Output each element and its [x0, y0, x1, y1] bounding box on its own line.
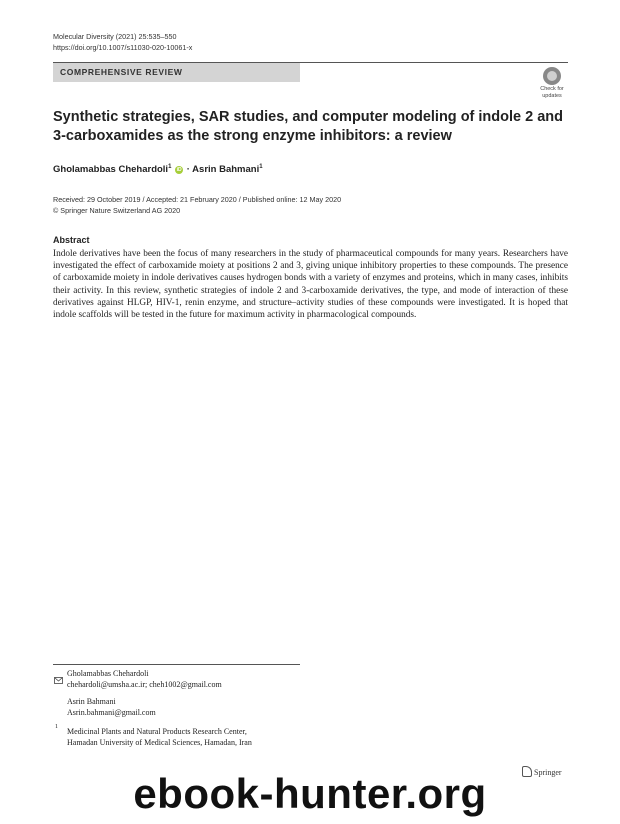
paper-title: Synthetic strategies, SAR studies, and computer modeling of indole 2 and 3-carboxamides as the strong enzyme inhibitors: a review [53, 109, 563, 144]
journal-citation: Molecular Diversity (2021) 25:535–550 [53, 32, 177, 41]
author-affil-mark: 1 [259, 164, 263, 170]
author-affil-mark: 1 [168, 164, 172, 170]
journal-header [53, 31, 192, 53]
corresponding-name: Gholamabbas Chehardoli [67, 669, 149, 678]
corresponding-author [67, 668, 222, 690]
watermark: ebook-hunter.org [133, 770, 487, 817]
abstract-heading: Abstract [53, 235, 90, 245]
affiliation-number: 1 [55, 724, 58, 730]
author-list [53, 164, 263, 175]
history-dates: Received: 29 October 2019 / Accepted: 21 February 2020 / Published online: 12 May 2020 [53, 195, 342, 204]
author-name[interactable]: Asrin Bahmani [192, 164, 260, 176]
abstract-text: Indole derivatives have been the focus of many researchers in the study of pharmaceutical compounds for many years. Researchers have investigated the effect of carboxamide moiety at positions 2 and 3, giving unique inhibitory properties to these compounds. The presence of carboxamide moiety in indole derivatives causes hydrogen bonds with a variety of enzymes and proteins, which in many cases, inhibits their activity. In this review, synthetic strategies of indole 2 and 3-carboxamide derivatives, the type, and mode of interaction of these derivatives against HLGP, HIV-1, renin enzyme, and structure–activity studies of these compounds were investigated. It is hoped that indole scaffolds will be tested in the future for maximum activity in pharmacological compounds. [53, 249, 568, 321]
orcid-icon[interactable]: iD [176, 167, 182, 174]
affiliation [67, 726, 252, 748]
second-author-name: Asrin Bahmani [67, 697, 116, 706]
second-author-email[interactable]: Asrin.bahmani@gmail.com [67, 708, 156, 717]
publication-dates [53, 195, 341, 216]
corresponding-email[interactable]: chehardoli@umsha.ac.ir; cheh1002@gmail.com [67, 680, 222, 689]
envelope-icon [54, 671, 63, 689]
affiliation-line: Hamadan University of Medical Sciences, Hamadan, Iran [67, 738, 252, 747]
footnote-rule [53, 664, 300, 665]
author-separator: · [186, 164, 190, 176]
publisher-name: Springer [534, 768, 562, 777]
doi-link[interactable]: https://doi.org/10.1007/s11030-020-10061-x [53, 43, 193, 52]
check-updates-label-1: Check for [540, 86, 564, 92]
article-type-label: COMPREHENSIVE REVIEW [60, 67, 183, 77]
copyright: © Springer Nature Switzerland AG 2020 [53, 205, 181, 215]
check-for-updates-button[interactable] [536, 66, 568, 100]
check-updates-icon [543, 67, 561, 85]
affiliation-line: Medicinal Plants and Natural Products Research Center, [67, 727, 247, 736]
second-author-contact [67, 696, 156, 718]
article-type-badge [53, 63, 300, 82]
author-name[interactable]: Gholamabbas Chehardoli [53, 164, 169, 176]
check-updates-label-2: updates [542, 93, 562, 99]
